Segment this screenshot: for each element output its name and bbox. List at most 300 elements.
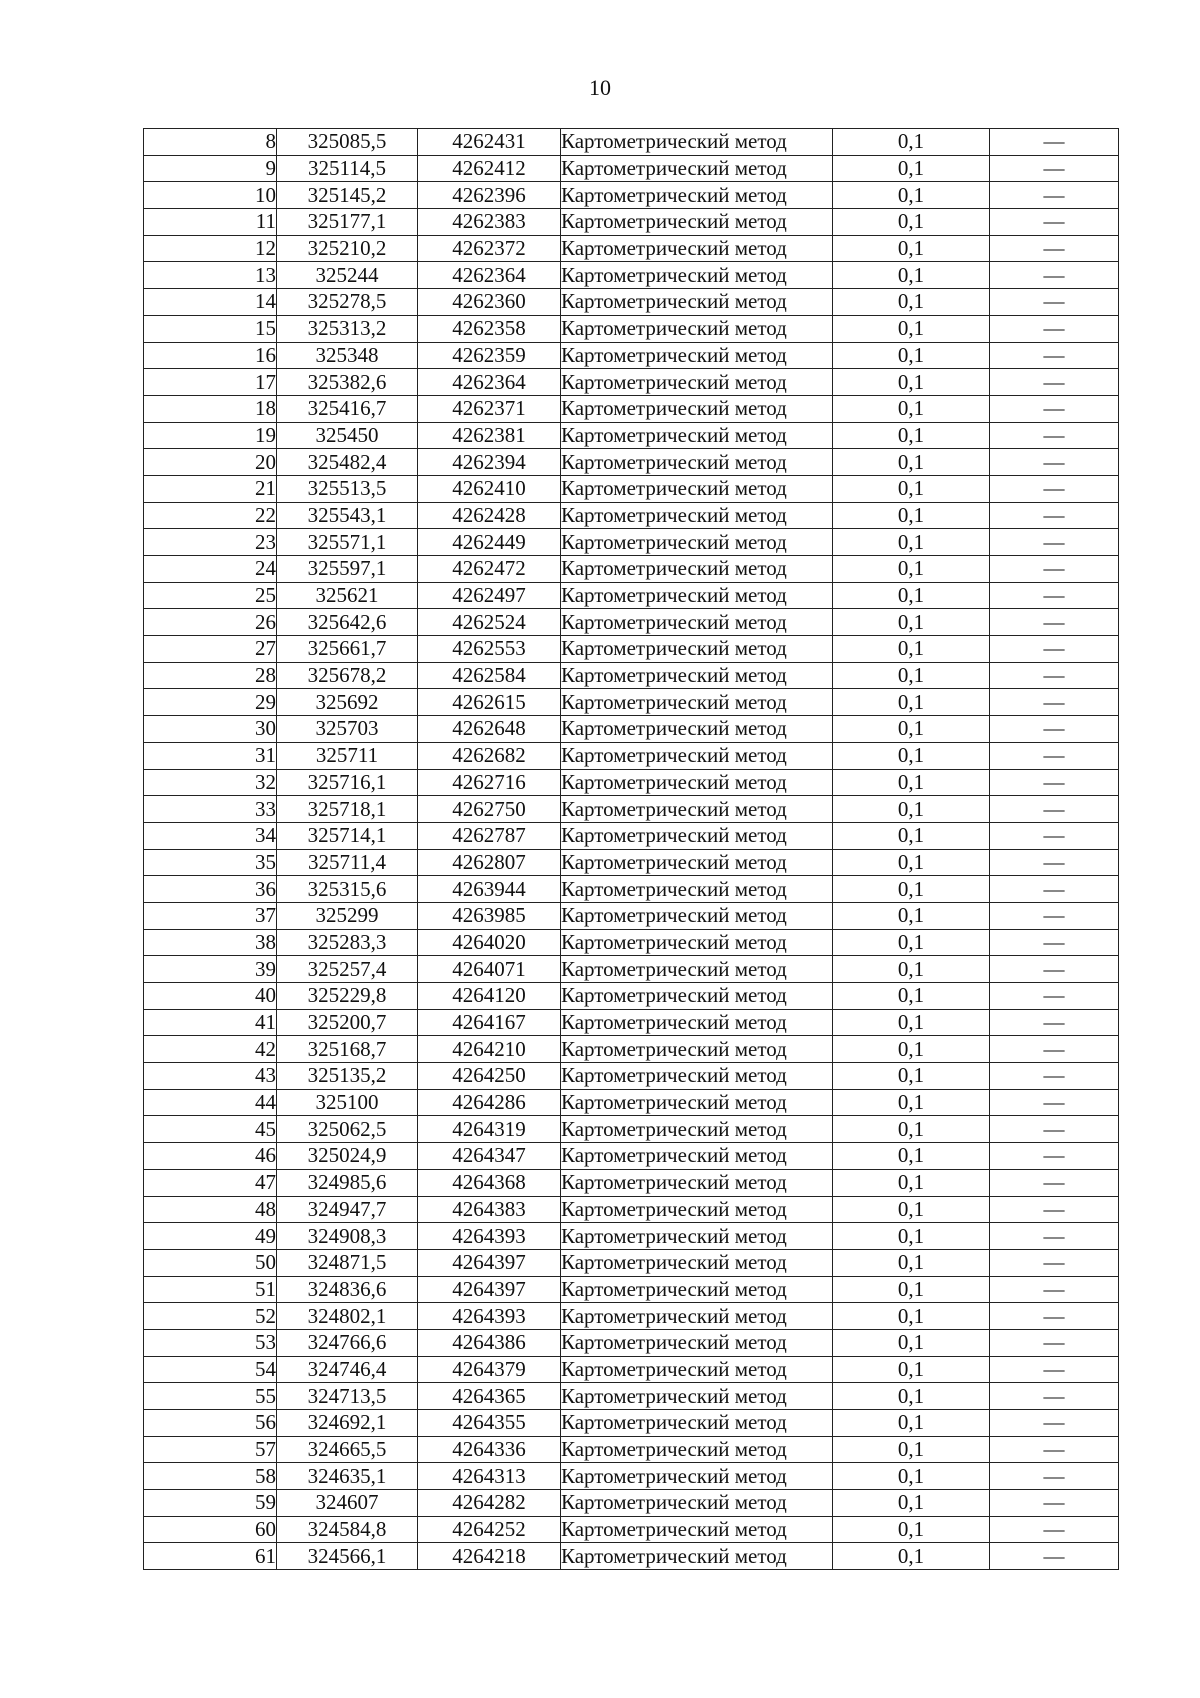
- table-row: [144, 1303, 1119, 1330]
- error-cell: 0,1: [833, 235, 990, 262]
- table-row: [144, 902, 1119, 929]
- table-row: [144, 342, 1119, 369]
- point-number-cell: 22: [144, 502, 277, 529]
- point-number-cell: 17: [144, 369, 277, 396]
- x-coordinate-cell: 325543,1: [277, 502, 418, 529]
- error-cell: 0,1: [833, 1329, 990, 1356]
- point-number-cell: 42: [144, 1036, 277, 1063]
- note-cell: —: [990, 209, 1119, 236]
- table-row: [144, 1516, 1119, 1543]
- x-coordinate-cell: 324665,5: [277, 1436, 418, 1463]
- y-coordinate-cell: 4264120: [418, 983, 561, 1010]
- note-cell: —: [990, 983, 1119, 1010]
- y-coordinate-cell: 4262364: [418, 369, 561, 396]
- table-row: [144, 502, 1119, 529]
- x-coordinate-cell: 325283,3: [277, 929, 418, 956]
- x-coordinate-cell: 325711,4: [277, 849, 418, 876]
- method-cell: Картометрический метод: [561, 609, 833, 636]
- method-cell: Картометрический метод: [561, 1089, 833, 1116]
- x-coordinate-cell: 325348: [277, 342, 418, 369]
- note-cell: —: [990, 1463, 1119, 1490]
- point-number-cell: 47: [144, 1169, 277, 1196]
- x-coordinate-cell: 325450: [277, 422, 418, 449]
- error-cell: 0,1: [833, 902, 990, 929]
- page-number: 10: [589, 75, 611, 100]
- error-cell: 0,1: [833, 769, 990, 796]
- method-cell: Картометрический метод: [561, 716, 833, 743]
- point-number-cell: 30: [144, 716, 277, 743]
- x-coordinate-cell: 324584,8: [277, 1516, 418, 1543]
- error-cell: 0,1: [833, 1516, 990, 1543]
- method-cell: Картометрический метод: [561, 1063, 833, 1090]
- x-coordinate-cell: 325135,2: [277, 1063, 418, 1090]
- method-cell: Картометрический метод: [561, 1116, 833, 1143]
- point-number-cell: 53: [144, 1329, 277, 1356]
- table-row: [144, 422, 1119, 449]
- point-number-cell: 9: [144, 155, 277, 182]
- x-coordinate-cell: 325571,1: [277, 529, 418, 556]
- method-cell: Картометрический метод: [561, 822, 833, 849]
- note-cell: —: [990, 1089, 1119, 1116]
- table-row: [144, 1009, 1119, 1036]
- method-cell: Картометрический метод: [561, 1356, 833, 1383]
- note-cell: —: [990, 1196, 1119, 1223]
- y-coordinate-cell: 4262807: [418, 849, 561, 876]
- table-row: [144, 262, 1119, 289]
- note-cell: —: [990, 716, 1119, 743]
- point-number-cell: 51: [144, 1276, 277, 1303]
- method-cell: Картометрический метод: [561, 395, 833, 422]
- point-number-cell: 32: [144, 769, 277, 796]
- method-cell: Картометрический метод: [561, 529, 833, 556]
- error-cell: 0,1: [833, 1089, 990, 1116]
- table-row: [144, 129, 1119, 156]
- y-coordinate-cell: 4262364: [418, 262, 561, 289]
- error-cell: 0,1: [833, 1410, 990, 1437]
- y-coordinate-cell: 4264355: [418, 1410, 561, 1437]
- table-row: [144, 662, 1119, 689]
- table-row: [144, 636, 1119, 663]
- method-cell: Картометрический метод: [561, 1490, 833, 1517]
- method-cell: Картометрический метод: [561, 1249, 833, 1276]
- method-cell: Картометрический метод: [561, 796, 833, 823]
- y-coordinate-cell: 4262787: [418, 822, 561, 849]
- y-coordinate-cell: 4262396: [418, 182, 561, 209]
- error-cell: 0,1: [833, 876, 990, 903]
- method-cell: Картометрический метод: [561, 956, 833, 983]
- method-cell: Картометрический метод: [561, 1196, 833, 1223]
- point-number-cell: 36: [144, 876, 277, 903]
- y-coordinate-cell: 4264286: [418, 1089, 561, 1116]
- point-number-cell: 50: [144, 1249, 277, 1276]
- x-coordinate-cell: 325278,5: [277, 289, 418, 316]
- table-row: [144, 1276, 1119, 1303]
- table-row: [144, 1223, 1119, 1250]
- y-coordinate-cell: 4264071: [418, 956, 561, 983]
- table-row: [144, 822, 1119, 849]
- table-row: [144, 529, 1119, 556]
- x-coordinate-cell: 325661,7: [277, 636, 418, 663]
- error-cell: 0,1: [833, 1116, 990, 1143]
- error-cell: 0,1: [833, 983, 990, 1010]
- x-coordinate-cell: 325482,4: [277, 449, 418, 476]
- note-cell: —: [990, 1143, 1119, 1170]
- method-cell: Картометрический метод: [561, 983, 833, 1010]
- x-coordinate-cell: 325244: [277, 262, 418, 289]
- error-cell: 0,1: [833, 662, 990, 689]
- table-row: [144, 1143, 1119, 1170]
- error-cell: 0,1: [833, 529, 990, 556]
- error-cell: 0,1: [833, 1249, 990, 1276]
- table-row: [144, 1329, 1119, 1356]
- x-coordinate-cell: 324566,1: [277, 1543, 418, 1570]
- note-cell: —: [990, 1490, 1119, 1517]
- y-coordinate-cell: 4263985: [418, 902, 561, 929]
- y-coordinate-cell: 4262648: [418, 716, 561, 743]
- note-cell: —: [990, 876, 1119, 903]
- error-cell: 0,1: [833, 289, 990, 316]
- y-coordinate-cell: 4262716: [418, 769, 561, 796]
- point-number-cell: 43: [144, 1063, 277, 1090]
- point-number-cell: 58: [144, 1463, 277, 1490]
- method-cell: Картометрический метод: [561, 1410, 833, 1437]
- method-cell: Картометрический метод: [561, 1516, 833, 1543]
- coordinates-table: [143, 128, 1119, 1570]
- point-number-cell: 60: [144, 1516, 277, 1543]
- error-cell: 0,1: [833, 556, 990, 583]
- method-cell: Картометрический метод: [561, 1036, 833, 1063]
- x-coordinate-cell: 325085,5: [277, 129, 418, 156]
- method-cell: Картометрический метод: [561, 235, 833, 262]
- x-coordinate-cell: 325062,5: [277, 1116, 418, 1143]
- table-row: [144, 209, 1119, 236]
- table-row: [144, 1490, 1119, 1517]
- note-cell: —: [990, 929, 1119, 956]
- error-cell: 0,1: [833, 1383, 990, 1410]
- error-cell: 0,1: [833, 1356, 990, 1383]
- y-coordinate-cell: 4263944: [418, 876, 561, 903]
- point-number-cell: 29: [144, 689, 277, 716]
- point-number-cell: 48: [144, 1196, 277, 1223]
- y-coordinate-cell: 4262524: [418, 609, 561, 636]
- note-cell: —: [990, 1303, 1119, 1330]
- x-coordinate-cell: 325168,7: [277, 1036, 418, 1063]
- point-number-cell: 28: [144, 662, 277, 689]
- y-coordinate-cell: 4264368: [418, 1169, 561, 1196]
- point-number-cell: 27: [144, 636, 277, 663]
- error-cell: 0,1: [833, 1436, 990, 1463]
- x-coordinate-cell: 325315,6: [277, 876, 418, 903]
- point-number-cell: 21: [144, 475, 277, 502]
- x-coordinate-cell: 324871,5: [277, 1249, 418, 1276]
- y-coordinate-cell: 4264347: [418, 1143, 561, 1170]
- coordinates-table-body: [144, 129, 1119, 1570]
- note-cell: —: [990, 422, 1119, 449]
- y-coordinate-cell: 4262449: [418, 529, 561, 556]
- table-row: [144, 182, 1119, 209]
- note-cell: —: [990, 556, 1119, 583]
- table-row: [144, 1410, 1119, 1437]
- point-number-cell: 16: [144, 342, 277, 369]
- x-coordinate-cell: 325621: [277, 582, 418, 609]
- y-coordinate-cell: 4262750: [418, 796, 561, 823]
- table-row: [144, 1116, 1119, 1143]
- y-coordinate-cell: 4264210: [418, 1036, 561, 1063]
- y-coordinate-cell: 4262428: [418, 502, 561, 529]
- note-cell: —: [990, 902, 1119, 929]
- note-cell: —: [990, 342, 1119, 369]
- method-cell: Картометрический метод: [561, 129, 833, 156]
- note-cell: —: [990, 262, 1119, 289]
- point-number-cell: 38: [144, 929, 277, 956]
- method-cell: Картометрический метод: [561, 662, 833, 689]
- note-cell: —: [990, 1383, 1119, 1410]
- method-cell: Картометрический метод: [561, 262, 833, 289]
- method-cell: Картометрический метод: [561, 1329, 833, 1356]
- point-number-cell: 55: [144, 1383, 277, 1410]
- y-coordinate-cell: 4264167: [418, 1009, 561, 1036]
- y-coordinate-cell: 4262381: [418, 422, 561, 449]
- error-cell: 0,1: [833, 315, 990, 342]
- error-cell: 0,1: [833, 1009, 990, 1036]
- x-coordinate-cell: 325513,5: [277, 475, 418, 502]
- x-coordinate-cell: 324692,1: [277, 1410, 418, 1437]
- point-number-cell: 12: [144, 235, 277, 262]
- point-number-cell: 37: [144, 902, 277, 929]
- y-coordinate-cell: 4264397: [418, 1249, 561, 1276]
- note-cell: —: [990, 1063, 1119, 1090]
- point-number-cell: 46: [144, 1143, 277, 1170]
- note-cell: —: [990, 182, 1119, 209]
- table-row: [144, 556, 1119, 583]
- error-cell: 0,1: [833, 929, 990, 956]
- x-coordinate-cell: 324746,4: [277, 1356, 418, 1383]
- x-coordinate-cell: 324985,6: [277, 1169, 418, 1196]
- error-cell: 0,1: [833, 1463, 990, 1490]
- y-coordinate-cell: 4262360: [418, 289, 561, 316]
- y-coordinate-cell: 4262394: [418, 449, 561, 476]
- method-cell: Картометрический метод: [561, 449, 833, 476]
- note-cell: —: [990, 1436, 1119, 1463]
- error-cell: 0,1: [833, 609, 990, 636]
- error-cell: 0,1: [833, 262, 990, 289]
- table-row: [144, 689, 1119, 716]
- point-number-cell: 52: [144, 1303, 277, 1330]
- point-number-cell: 45: [144, 1116, 277, 1143]
- note-cell: —: [990, 956, 1119, 983]
- y-coordinate-cell: 4264218: [418, 1543, 561, 1570]
- note-cell: —: [990, 1276, 1119, 1303]
- table-row: [144, 395, 1119, 422]
- point-number-cell: 25: [144, 582, 277, 609]
- point-number-cell: 59: [144, 1490, 277, 1517]
- method-cell: Картометрический метод: [561, 1543, 833, 1570]
- table-row: [144, 1196, 1119, 1223]
- table-row: [144, 1089, 1119, 1116]
- method-cell: Картометрический метод: [561, 689, 833, 716]
- table-row: [144, 1436, 1119, 1463]
- error-cell: 0,1: [833, 742, 990, 769]
- point-number-cell: 13: [144, 262, 277, 289]
- point-number-cell: 49: [144, 1223, 277, 1250]
- note-cell: —: [990, 1223, 1119, 1250]
- y-coordinate-cell: 4262497: [418, 582, 561, 609]
- x-coordinate-cell: 325177,1: [277, 209, 418, 236]
- note-cell: —: [990, 662, 1119, 689]
- note-cell: —: [990, 1116, 1119, 1143]
- table-row: [144, 155, 1119, 182]
- point-number-cell: 54: [144, 1356, 277, 1383]
- note-cell: —: [990, 235, 1119, 262]
- point-number-cell: 61: [144, 1543, 277, 1570]
- table-row: [144, 1356, 1119, 1383]
- point-number-cell: 26: [144, 609, 277, 636]
- note-cell: —: [990, 1329, 1119, 1356]
- table-row: [144, 1463, 1119, 1490]
- method-cell: Картометрический метод: [561, 876, 833, 903]
- method-cell: Картометрический метод: [561, 209, 833, 236]
- method-cell: Картометрический метод: [561, 1463, 833, 1490]
- error-cell: 0,1: [833, 395, 990, 422]
- method-cell: Картометрический метод: [561, 1223, 833, 1250]
- point-number-cell: 8: [144, 129, 277, 156]
- x-coordinate-cell: 325703: [277, 716, 418, 743]
- point-number-cell: 10: [144, 182, 277, 209]
- error-cell: 0,1: [833, 822, 990, 849]
- x-coordinate-cell: 324713,5: [277, 1383, 418, 1410]
- method-cell: Картометрический метод: [561, 742, 833, 769]
- y-coordinate-cell: 4262359: [418, 342, 561, 369]
- error-cell: 0,1: [833, 1490, 990, 1517]
- x-coordinate-cell: 325416,7: [277, 395, 418, 422]
- note-cell: —: [990, 769, 1119, 796]
- error-cell: 0,1: [833, 849, 990, 876]
- note-cell: —: [990, 1249, 1119, 1276]
- table-row: [144, 289, 1119, 316]
- y-coordinate-cell: 4262358: [418, 315, 561, 342]
- method-cell: Картометрический метод: [561, 1276, 833, 1303]
- table-row: [144, 796, 1119, 823]
- error-cell: 0,1: [833, 182, 990, 209]
- x-coordinate-cell: 325257,4: [277, 956, 418, 983]
- note-cell: —: [990, 475, 1119, 502]
- method-cell: Картометрический метод: [561, 769, 833, 796]
- y-coordinate-cell: 4264336: [418, 1436, 561, 1463]
- note-cell: —: [990, 369, 1119, 396]
- point-number-cell: 35: [144, 849, 277, 876]
- note-cell: —: [990, 1516, 1119, 1543]
- point-number-cell: 18: [144, 395, 277, 422]
- point-number-cell: 31: [144, 742, 277, 769]
- error-cell: 0,1: [833, 956, 990, 983]
- error-cell: 0,1: [833, 1063, 990, 1090]
- y-coordinate-cell: 4264397: [418, 1276, 561, 1303]
- y-coordinate-cell: 4262410: [418, 475, 561, 502]
- point-number-cell: 33: [144, 796, 277, 823]
- note-cell: —: [990, 395, 1119, 422]
- method-cell: Картометрический метод: [561, 182, 833, 209]
- method-cell: Картометрический метод: [561, 636, 833, 663]
- y-coordinate-cell: 4262431: [418, 129, 561, 156]
- table-row: [144, 1383, 1119, 1410]
- y-coordinate-cell: 4264386: [418, 1329, 561, 1356]
- y-coordinate-cell: 4264365: [418, 1383, 561, 1410]
- note-cell: —: [990, 315, 1119, 342]
- method-cell: Картометрический метод: [561, 1143, 833, 1170]
- x-coordinate-cell: 325642,6: [277, 609, 418, 636]
- x-coordinate-cell: 325382,6: [277, 369, 418, 396]
- point-number-cell: 56: [144, 1410, 277, 1437]
- x-coordinate-cell: 325718,1: [277, 796, 418, 823]
- y-coordinate-cell: 4264282: [418, 1490, 561, 1517]
- method-cell: Картометрический метод: [561, 556, 833, 583]
- y-coordinate-cell: 4262371: [418, 395, 561, 422]
- x-coordinate-cell: 325313,2: [277, 315, 418, 342]
- method-cell: Картометрический метод: [561, 475, 833, 502]
- method-cell: Картометрический метод: [561, 502, 833, 529]
- note-cell: —: [990, 582, 1119, 609]
- method-cell: Картометрический метод: [561, 1169, 833, 1196]
- table-row: [144, 609, 1119, 636]
- x-coordinate-cell: 325678,2: [277, 662, 418, 689]
- method-cell: Картометрический метод: [561, 342, 833, 369]
- point-number-cell: 24: [144, 556, 277, 583]
- method-cell: Картометрический метод: [561, 849, 833, 876]
- error-cell: 0,1: [833, 449, 990, 476]
- point-number-cell: 44: [144, 1089, 277, 1116]
- y-coordinate-cell: 4262372: [418, 235, 561, 262]
- method-cell: Картометрический метод: [561, 369, 833, 396]
- table-row: [144, 449, 1119, 476]
- x-coordinate-cell: 325210,2: [277, 235, 418, 262]
- table-row: [144, 315, 1119, 342]
- error-cell: 0,1: [833, 422, 990, 449]
- point-number-cell: 57: [144, 1436, 277, 1463]
- y-coordinate-cell: 4262553: [418, 636, 561, 663]
- table-row: [144, 1169, 1119, 1196]
- note-cell: —: [990, 742, 1119, 769]
- point-number-cell: 23: [144, 529, 277, 556]
- method-cell: Картометрический метод: [561, 422, 833, 449]
- note-cell: —: [990, 1009, 1119, 1036]
- error-cell: 0,1: [833, 1223, 990, 1250]
- error-cell: 0,1: [833, 209, 990, 236]
- note-cell: —: [990, 129, 1119, 156]
- error-cell: 0,1: [833, 1143, 990, 1170]
- point-number-cell: 15: [144, 315, 277, 342]
- point-number-cell: 41: [144, 1009, 277, 1036]
- note-cell: —: [990, 849, 1119, 876]
- x-coordinate-cell: 325229,8: [277, 983, 418, 1010]
- note-cell: —: [990, 1036, 1119, 1063]
- note-cell: —: [990, 1169, 1119, 1196]
- note-cell: —: [990, 529, 1119, 556]
- error-cell: 0,1: [833, 716, 990, 743]
- method-cell: Картометрический метод: [561, 155, 833, 182]
- error-cell: 0,1: [833, 796, 990, 823]
- point-number-cell: 20: [144, 449, 277, 476]
- table-row: [144, 1249, 1119, 1276]
- error-cell: 0,1: [833, 369, 990, 396]
- x-coordinate-cell: 325299: [277, 902, 418, 929]
- error-cell: 0,1: [833, 1036, 990, 1063]
- table-row: [144, 716, 1119, 743]
- y-coordinate-cell: 4264020: [418, 929, 561, 956]
- error-cell: 0,1: [833, 1169, 990, 1196]
- table-row: [144, 235, 1119, 262]
- note-cell: —: [990, 289, 1119, 316]
- note-cell: —: [990, 155, 1119, 182]
